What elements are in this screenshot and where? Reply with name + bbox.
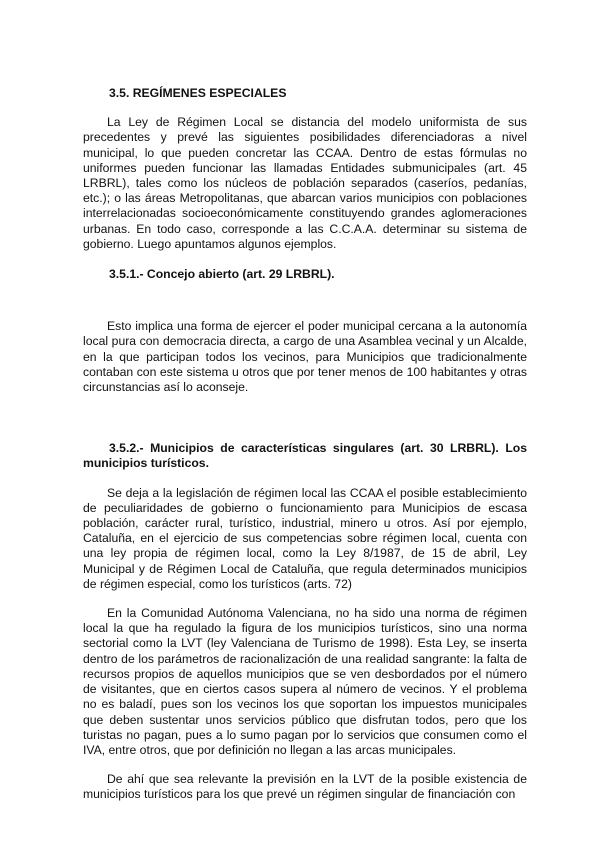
intro-paragraph: La Ley de Régimen Local se distancia del modelo uniformista de sus precedentes y prevé las siguientes posibilidades diferenciadoras a nivel municipal, lo que pueden concretar las CCAA. Dentro de estas fórmulas no uniformes pueden funcionar las llamadas Entidades submunicipales (art. 45 LRBRL), tales como los núcleos de población separados (caseríos, pedanías, etc.); o las áreas Metropolitanas, que abarcan varios municipios con poblaciones interrelacionadas socioeconómicamente constituyendo grandes aglomeraciones urbanas. En todo caso, corresponde a las C.C.A.A. determinar su sistema de gobierno. Luego apuntamos algunos ejemplos. xyxy=(83,115,527,251)
section-title: 3.5. REGÍMENES ESPECIALES xyxy=(109,86,287,100)
subsection-2-paragraph-2: En la Comunidad Autónoma Valenciana, no ha sido una norma de régimen local la que ha regulado la figura de los municipios turísticos, sino una norma sectorial como la LVT (ley Valenciana de Turismo de 1998). Esta Ley, se inserta dentro de los parámetros de racionalización de una realidad sangrante: la falta de recursos propios de aquellos municipios que se ven desbordados por el número de visitantes, que en ciertos casos supera al número de vecinos. Y el problema no es baladí, pues son los vecinos los que soportan los impuestos municipales que deben sustentar unos servicios público que disfrutan todos, pero que los turistas no pagan, pues a lo sumo pagan por lo servicios que consumen como el IVA, entre otros, que por definición no llegan a las arcas municipales. xyxy=(83,606,527,757)
document-body xyxy=(83,86,527,803)
subsection-1-paragraph: Esto implica una forma de ejercer el poder municipal cercana a la autonomía local pura con democracia directa, a cargo de una Asamblea vecinal y un Alcalde, en la que participan todos los vecinos, para Municipios que tradicionalmente contaban con este sistema u otros que por tener menos de 100 habitantes y otras circunstancias así lo aconseje. xyxy=(83,319,527,395)
subsection-1-title: 3.5.1.- Concejo abierto (art. 29 LRBRL). xyxy=(109,267,335,282)
subsection-2-paragraph-3: De ahí que sea relevante la previsión en la LVT de la posible existencia de municipios turísticos para los que prevé un régimen singular de financiación con xyxy=(83,772,527,802)
subsection-2-paragraph-1: Se deja a la legislación de régimen local las CCAA el posible establecimiento de peculiaridades de gobierno o funcionamiento para Municipios de escasa población, carácter rural, turístico, industrial, minero u otros. Así por ejemplo, Cataluña, en el ejercicio de sus competencias sobre régimen local, cuenta con una ley propia de régimen local, como la Ley 8/1987, de 15 de abril, Ley Municipal y de Régimen Local de Cataluña, que regula determinados municipios de régimen especial, como los turísticos (arts. 72) xyxy=(83,485,527,591)
subsection-2-title: 3.5.2.- Municipios de características singulares (art. 30 LRBRL). Los municipios turísticos. xyxy=(83,441,527,471)
